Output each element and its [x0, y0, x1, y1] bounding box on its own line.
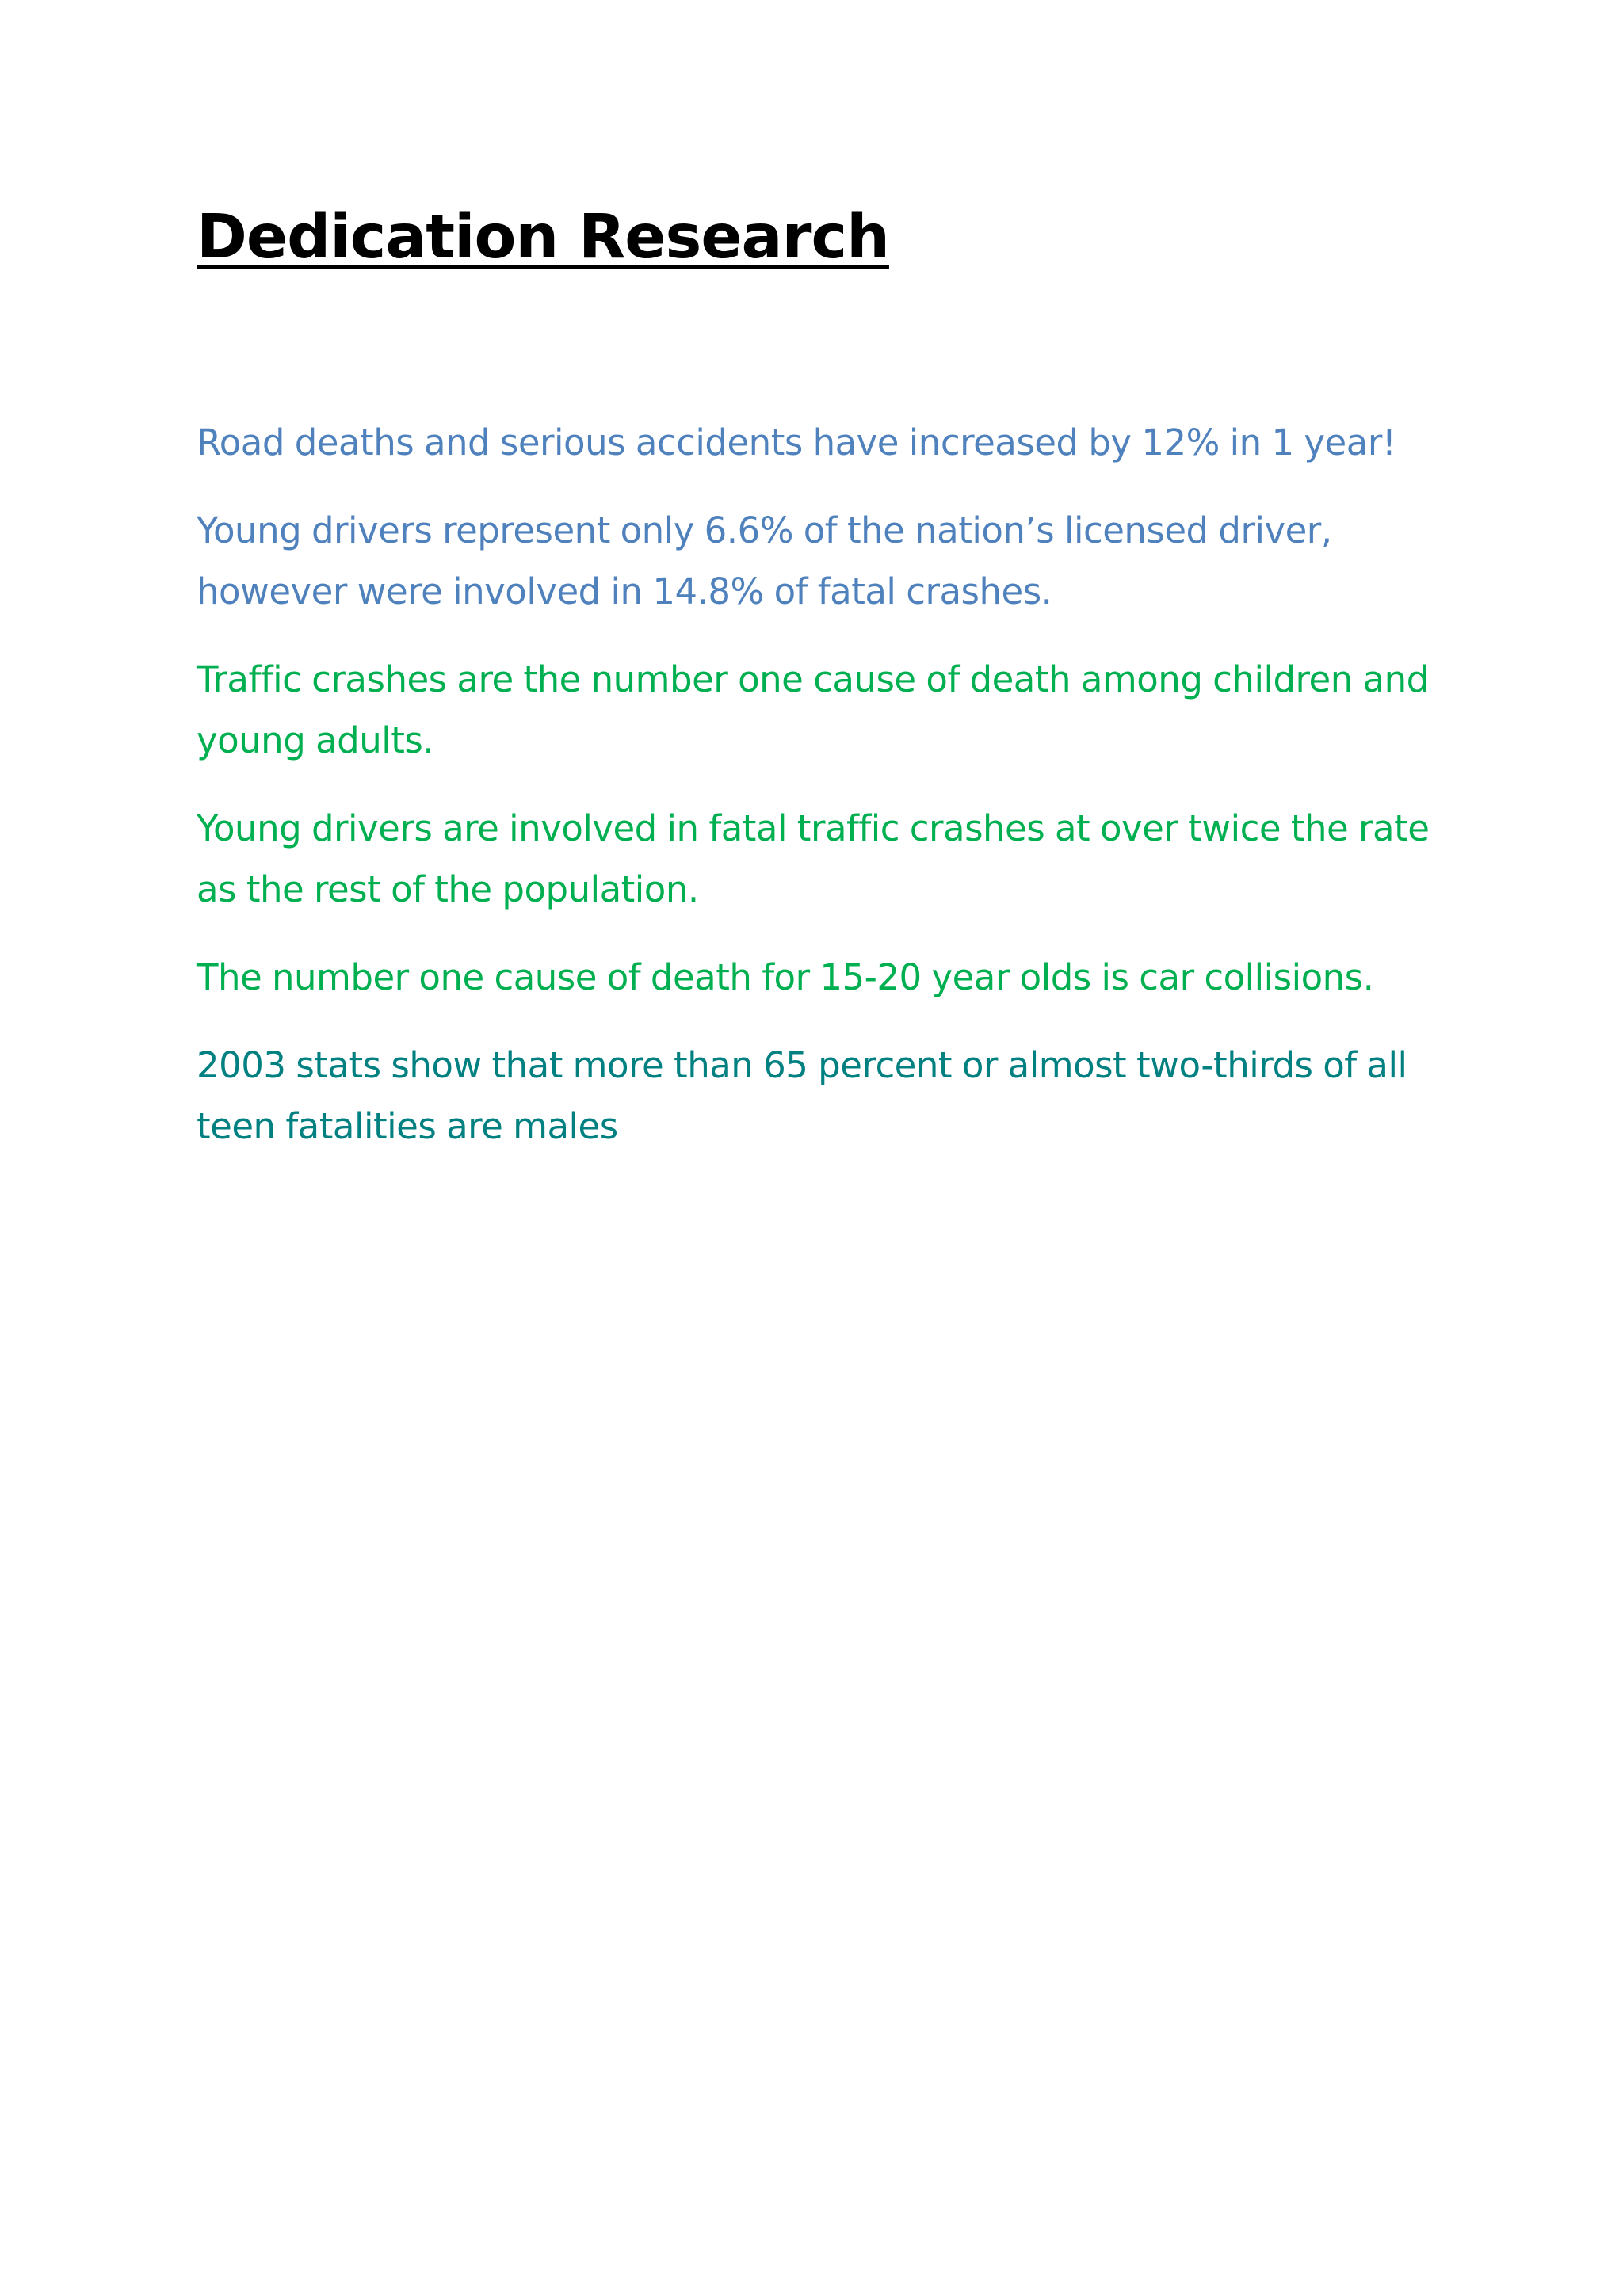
research-facts	[197, 412, 1433, 1184]
page-title: Dedication Research	[197, 202, 889, 273]
fact-paragraph-1: Road deaths and serious accidents have increased by 12% in 1 year!	[197, 421, 1396, 463]
fact-paragraph-5: The number one cause of death for 15-20 year olds is car collisions.	[197, 956, 1374, 998]
fact-paragraph-4: Young drivers are involved in fatal traffic crashes at over twice the rate as the rest of the population.	[197, 807, 1430, 910]
fact-paragraph-6: 2003 stats show that more than 65 percent or almost two-thirds of all teen fatalities are males	[197, 1044, 1407, 1147]
fact-paragraph-3: Traffic crashes are the number one cause of death among children and young adults.	[197, 658, 1429, 761]
fact-paragraph-2: Young drivers represent only 6.6% of the nation’s licensed driver, however were involved in 14.8% of fatal crashes.	[197, 509, 1332, 612]
